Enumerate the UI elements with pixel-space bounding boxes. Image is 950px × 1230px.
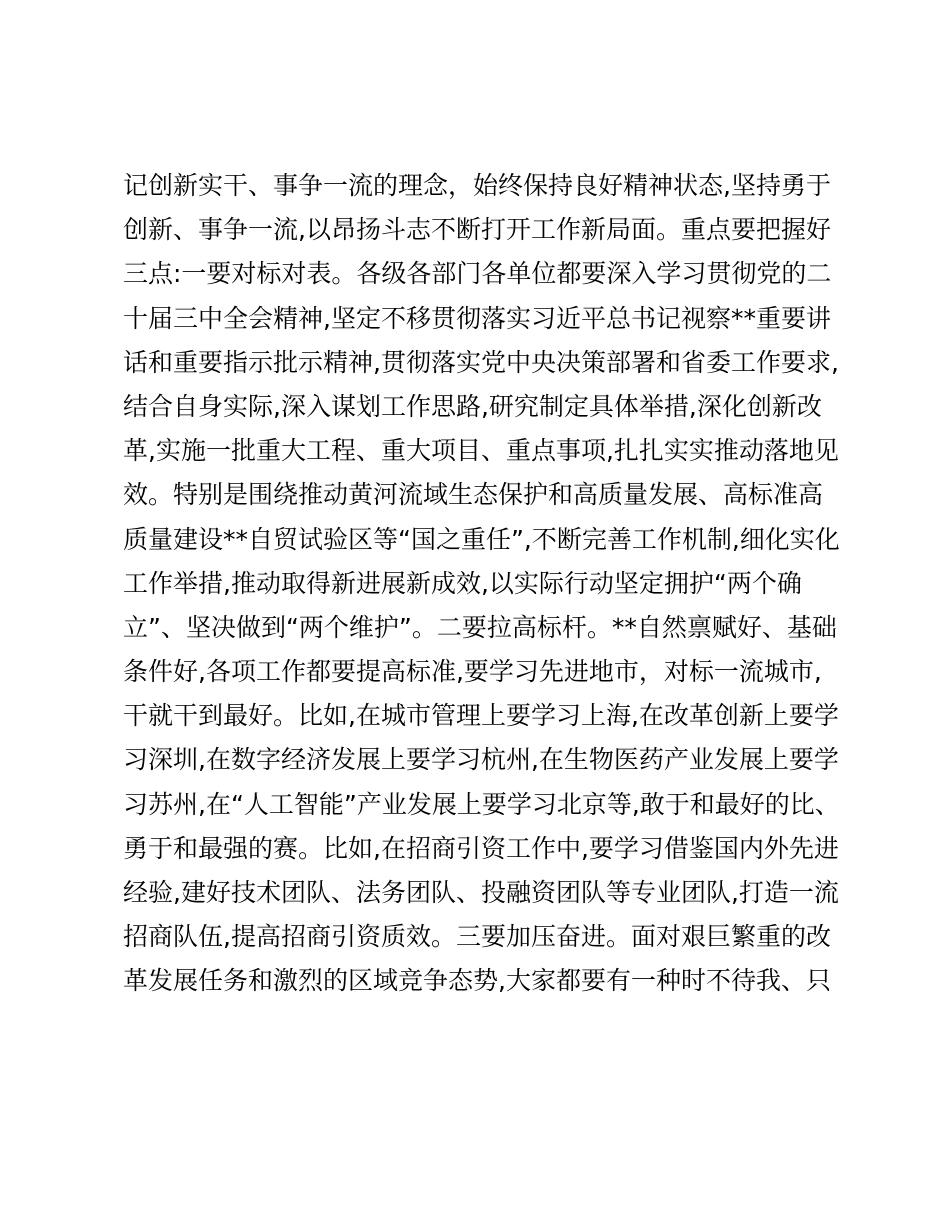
text-line: 结合自身实际,深入谋划工作思路,研究制定具体举措,深化创新改 xyxy=(123,391,822,421)
text-line: 质量建设**自贸试验区等“国之重任”,不断完善工作机制,细化实化 xyxy=(123,524,840,554)
text-line: 招商队伍,提高招商引资质效。三要加压奋进。面对艰巨繁重的改 xyxy=(123,922,831,952)
text-line: 创新、事争一流,以昂扬斗志不断打开工作新局面。重点要把握好 xyxy=(123,215,831,245)
text-line: 革,实施一批重大工程、重大项目、重点事项,扎扎实实推动落地见 xyxy=(123,436,839,466)
text-line: 三点:一要对标对表。各级各部门各单位都要深入学习贯彻党的二 xyxy=(123,259,832,289)
body-paragraph xyxy=(123,164,843,1004)
text-line: 条件好,各项工作都要提高标准,要学习先进地市，对标一流城市, xyxy=(123,657,822,687)
text-line: 十届三中全会精神,坚定不移贯彻落实习近平总书记视察**重要讲 xyxy=(123,303,831,333)
text-line: 经验,建好技术团队、法务团队、投融资团队等专业团队,打造一流 xyxy=(123,878,839,907)
text-line: 工作举措,推动取得新进展新成效,以实际行动坚定拥护“两个确 xyxy=(123,568,802,598)
text-line: 习深圳,在数字经济发展上要学习杭州,在生物医药产业发展上要学 xyxy=(123,745,839,775)
text-line: 记创新实干、事争一流的理念，始终保持良好精神状态,坚持勇于 xyxy=(123,171,831,200)
text-line: 立”、坚决做到“两个维护”。二要拉高标杆。**自然禀赋好、基础 xyxy=(123,612,837,642)
text-line: 勇于和最强的赛。比如,在招商引资工作中,要学习借鉴国内外先进 xyxy=(123,833,839,863)
text-line: 习苏州,在“人工智能”产业发展上要学习北京等,敢于和最好的比、 xyxy=(123,789,840,819)
text-line: 话和重要指示批示精神,贯彻落实党中央决策部署和省委工作要求, xyxy=(123,347,839,377)
text-line: 革发展任务和激烈的区域竞争态势,大家都要有一种时不待我、只 xyxy=(123,966,831,996)
text-line: 效。特别是围绕推动黄河流域生态保护和高质量发展、高标准高 xyxy=(123,480,824,510)
text-line: 干就干到最好。比如,在城市管理上要学习上海,在改革创新上要学 xyxy=(123,701,839,731)
